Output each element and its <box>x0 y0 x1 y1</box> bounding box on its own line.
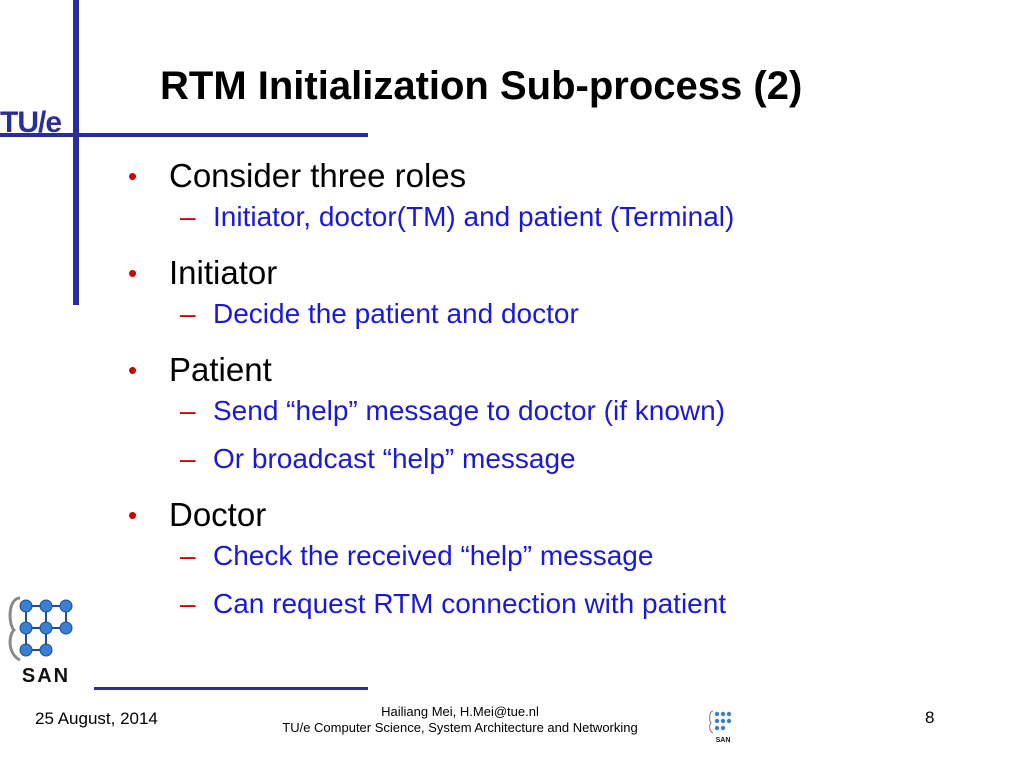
sub-bullet-text: Send “help” message to doctor (if known) <box>213 395 726 426</box>
bullet-item <box>128 251 988 295</box>
sub-bullet-item <box>128 198 988 236</box>
footer-department: TU/e Computer Science, System Architecture and Networking <box>282 720 638 735</box>
san-small-logo <box>708 709 738 745</box>
dash-icon: – <box>180 395 196 426</box>
bullet-text: Consider three roles <box>169 157 467 194</box>
sub-bullet-item <box>128 392 988 430</box>
dash-icon: – <box>180 201 196 232</box>
sub-bullet-text: Or broadcast “help” message <box>213 443 576 474</box>
sub-bullet-text: Decide the patient and doctor <box>213 298 579 329</box>
san-logo <box>6 594 86 686</box>
bullet-item <box>128 493 988 537</box>
footer-date: 25 August, 2014 <box>35 709 158 728</box>
bullet-text: Patient <box>169 351 272 388</box>
dash-icon: – <box>180 443 196 474</box>
sub-bullet-item <box>128 585 988 623</box>
bullet-icon: • <box>128 500 138 530</box>
bullet-icon: • <box>128 355 138 385</box>
vertical-rule <box>73 0 79 305</box>
bullet-icon: • <box>128 258 138 288</box>
san-small-logo-text: SAN <box>715 737 731 744</box>
slide-title: RTM Initialization Sub-process (2) <box>160 64 803 108</box>
bullet-text: Doctor <box>169 496 267 533</box>
sub-bullet-text: Can request RTM connection with patient <box>213 588 727 619</box>
bullet-item <box>128 154 988 198</box>
footer-author: Hailiang Mei, H.Mei@tue.nl <box>381 704 539 719</box>
san-logo-text: SAN <box>21 665 71 686</box>
sub-bullet-text: Initiator, doctor(TM) and patient (Terminal) <box>213 201 735 232</box>
dash-icon: – <box>180 588 196 619</box>
sub-bullet-item <box>128 440 988 478</box>
bullet-item <box>128 348 988 392</box>
bullet-icon: • <box>128 161 138 191</box>
bullet-text: Initiator <box>169 254 278 291</box>
sub-bullet-item <box>128 537 988 575</box>
footer-info <box>240 704 680 736</box>
page-number: 8 <box>925 708 935 727</box>
tue-logo: TU/e <box>0 106 62 139</box>
sub-bullet-text: Check the received “help” message <box>213 540 654 571</box>
dash-icon: – <box>180 298 196 329</box>
dash-icon: – <box>180 540 196 571</box>
footer-rule <box>94 687 368 690</box>
sub-bullet-item <box>128 295 988 333</box>
slide-content <box>128 154 988 623</box>
